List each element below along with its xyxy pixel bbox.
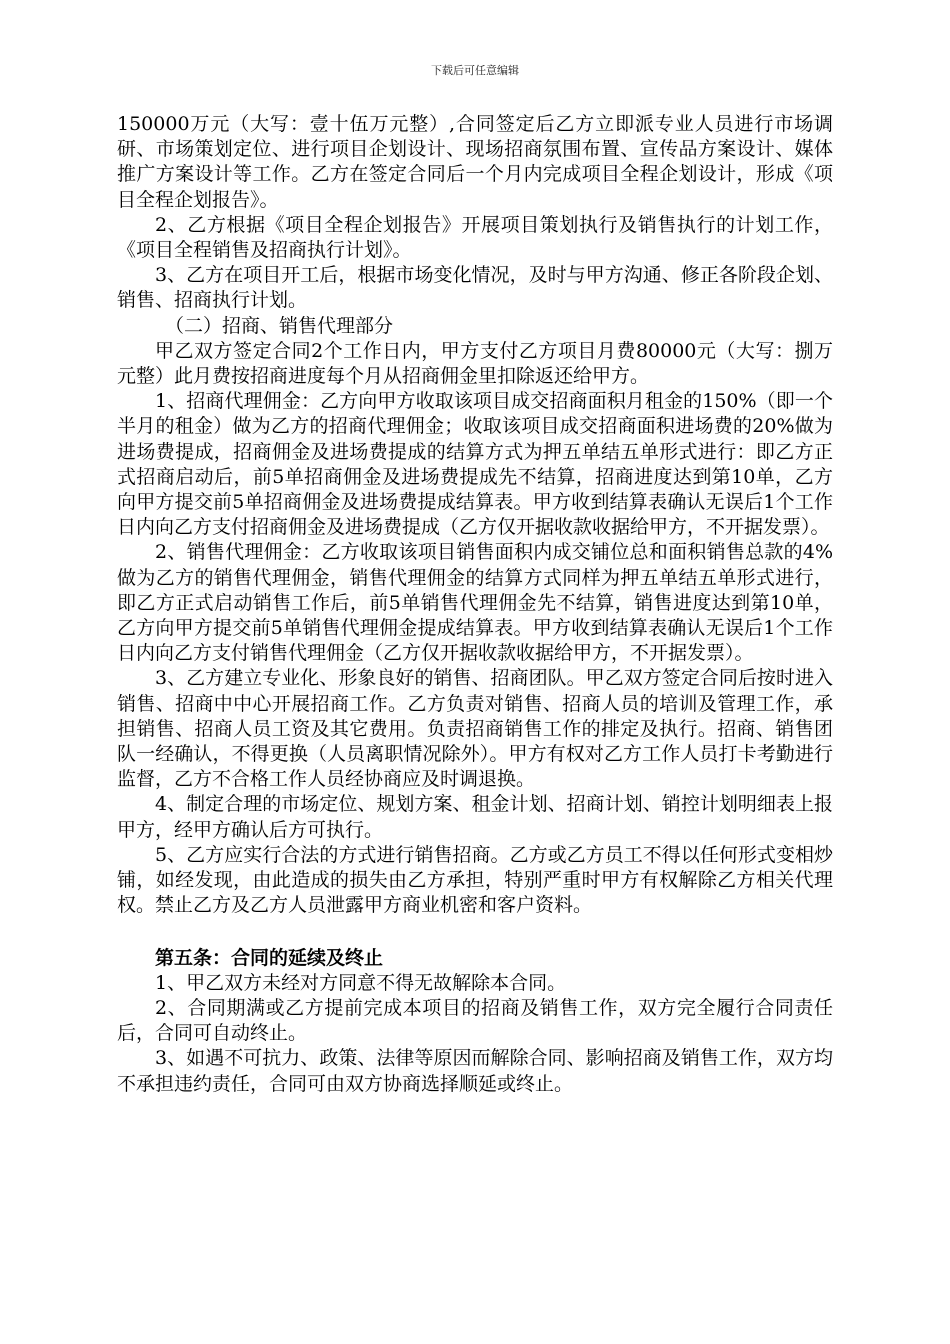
paragraph-legal-sales: 5、乙方应实行合法的方式进行销售招商。乙方或乙方员工不得以任何形式变相炒铺，如经发现，由此造成的损失由乙方承担，特别严重时甲方有权解除乙方相关代理权。禁止乙方及乙方人员泄露甲方商业机密和客户资料。 xyxy=(117,843,833,917)
paragraph-sales-commission: 2、销售代理佣金：乙方收取该项目销售面积内成交铺位总和面积销售总款的4%做为乙方的销售代理佣金，销售代理佣金的结算方式同样为押五单结五单形式进行，即乙方正式启动销售工作后，前5单销售代理佣金先不结算，销售进度达到第10单，乙方向甲方提交前5单销售代理佣金提成结算表。甲方收到结算表确认无误后1个工作日内向乙方支付销售代理佣金（乙方仅开据收款收据给甲方，不开据发票）。 xyxy=(117,541,833,665)
document-body xyxy=(117,112,833,1097)
page-header: 下载后可任意编辑 xyxy=(431,64,519,77)
section-title-termination: 第五条：合同的延续及终止 xyxy=(155,946,384,969)
paragraph-team: 3、乙方建立专业化、形象良好的销售、招商团队。甲乙双方签定合同后按时进入销售、招商中中心开展招商工作。乙方负责对销售、招商人员的培训及管理工作，承担销售、招商人员工资及其它费用。负责招商销售工作的排定及执行。招商、销售团队一经确认，不得更换（人员离职情况除外）。甲方有权对乙方工作人员打卡考勤进行监督，乙方不合格工作人员经协商应及时调退换。 xyxy=(117,667,833,791)
termination-item-2: 2、合同期满或乙方提前完成本项目的招商及销售工作，双方完全履行合同责任后，合同可自动终止。 xyxy=(117,996,833,1045)
paragraph-planning-execution: 2、乙方根据《项目全程企划报告》开展项目策划执行及销售执行的计划工作，《项目全程销售及招商执行计划》。 xyxy=(117,213,833,262)
termination-item-1: 1、甲乙双方未经对方同意不得无故解除本合同。 xyxy=(155,971,567,994)
section-spacer xyxy=(117,919,833,946)
subsection-heading-agency: （二）招商、销售代理部分 xyxy=(165,314,394,337)
paragraph-leasing-commission: 1、招商代理佣金：乙方向甲方收取该项目成交招商面积月租金的150%（即一个半月的租金）做为乙方的招商代理佣金；收取该项目成交招商面积进场费的20%做为进场费提成，招商佣金及进场费提成的结算方式为押五单结五单形式进行：即乙方正式招商启动后，前5单招商佣金及进场费提成先不结算，招商进度达到第10单，乙方向甲方提交前5单招商佣金及进场费提成结算表。甲方收到结算表确认无误后1个工作日内向乙方支付招商佣金及进场费提成（乙方仅开据收款收据给甲方，不开据发票）。 xyxy=(117,390,833,539)
paragraph-monthly-fee: 甲乙双方签定合同2个工作日内，甲方支付乙方项目月费80000元（大写：捌万元整）此月费按招商进度每个月从招商佣金里扣除返还给甲方。 xyxy=(117,339,833,388)
termination-item-3: 3、如遇不可抗力、政策、法律等原因而解除合同、影响招商及销售工作，双方均不承担违约责任，合同可由双方协商选择顺延或终止。 xyxy=(117,1047,833,1095)
paragraph-fee-continued: 150000万元（大写：壹十伍万元整）,合同签定后乙方立即派专业人员进行市场调研、市场策划定位、进行项目企划设计、现场招商氛围布置、宣传品方案设计、媒体推广方案设计等工作。乙方在签定合同后一个月内完成项目全程企划设计，形成《项目全程企划报告》。 xyxy=(117,113,833,211)
paragraph-plan-revision: 3、乙方在项目开工后，根据市场变化情况，及时与甲方沟通、修正各阶段企划、销售、招商执行计划。 xyxy=(117,264,833,312)
paragraph-positioning-plan: 4、制定合理的市场定位、规划方案、租金计划、招商计划、销控计划明细表上报甲方，经甲方确认后方可执行。 xyxy=(117,793,833,841)
